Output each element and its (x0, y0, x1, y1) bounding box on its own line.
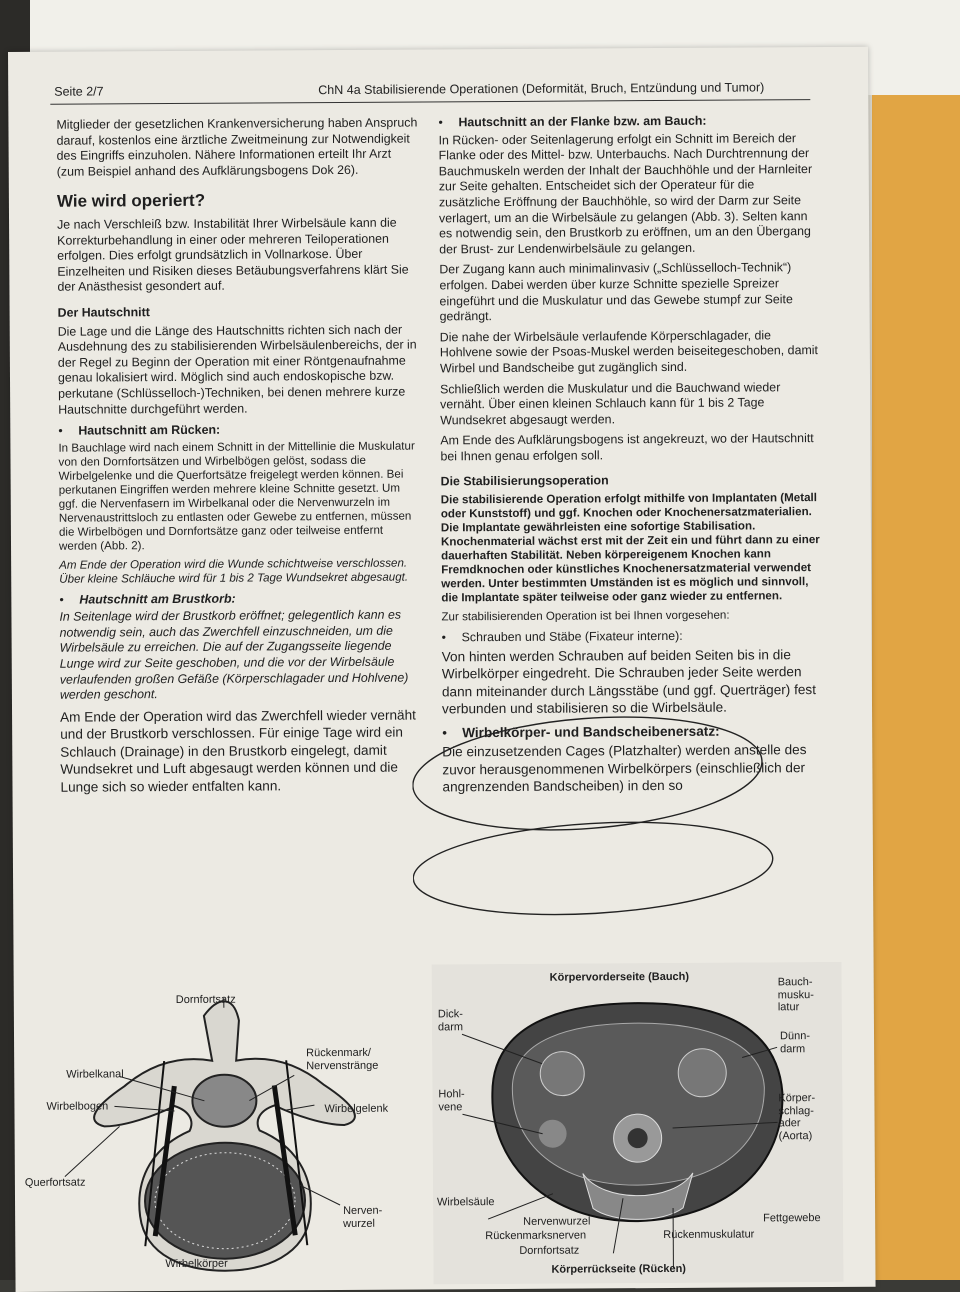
label-rueckseite: Körperrückseite (Rücken) (551, 1263, 686, 1276)
label-bauchmuskulatur: Bauch- musku- latur (778, 976, 814, 1014)
label-dornfortsatz: Dornfortsatz (176, 994, 236, 1007)
label-hohlvene: Hohl- vene (438, 1088, 464, 1113)
bullet-title: Schrauben und Stäbe (Fixateur interne): (462, 629, 683, 646)
label-vorderseite: Körpervorderseite (Bauch) (550, 971, 689, 984)
bullet-marker: • (438, 115, 458, 131)
bullet-chest (59, 590, 421, 608)
bullet-flank (438, 113, 818, 131)
wooden-surface (860, 95, 960, 1280)
subsection-heading: Die Stabilisierungsoperation (441, 473, 821, 491)
label-dickdarm: Dick- darm (438, 1008, 463, 1033)
label-fettgewebe: Fettgewebe (763, 1212, 821, 1225)
bullet-screws (442, 628, 822, 646)
right-column (438, 113, 822, 801)
bullet-marker: • (442, 630, 462, 646)
bullet-text: In Seitenlage wird der Brustkorb eröffnet; gelegentlich kann es notwendig sein, auch das Zwerchfell einzuschneiden, um die Wirbelsäule zu erreichen. Die auf der Zugangsseite liegende Lunge wird zur Seite geschoben, und die vor der Wirbelsäule verlaufenden großen Gefäße (Körperschlagader und Hohlvene) werden geschont. (59, 608, 422, 704)
document-title: ChN 4a Stabilisierende Operationen (Deformität, Bruch, Entzündung und Tumor) (318, 80, 764, 97)
label-wirbelkanal: Wirbelkanal (66, 1068, 124, 1081)
bullet-after-text: Am Ende der Operation wird die Wunde schichtweise verschlossen. Über kleine Schläuche wird für 1 bis 2 Tage Wundsekret abgesaugt. (59, 556, 421, 586)
incision-paragraph: Die Lage und die Länge des Hautschnitts richten sich nach der Ausdehnung des zu stabilisierenden Wirbelsäulenbereichs, der in der Regel zu Beginn der Operation mit einer Röntgenaufnahme genau lokalisiert wird. Möglich sind auch endoskopische bzw. perkutane (Schlüsselloch-)Techniken, bei denen mehrere kurze Hautschnitte durchgeführt werden. (58, 322, 421, 418)
bullet-title: Hautschnitt am Brustkorb: (79, 591, 235, 608)
left-column (56, 115, 422, 801)
bullet-text: Von hinten werden Schrauben auf beiden Seiten bis in die Wirbelkörper eingedreht. Die Schrauben jeder Seite werden dann miteinander durch Längsstäbe (und ggf. Querträger) fest verbunden und stabilisieren so die Wirbelsäule. (442, 646, 822, 718)
handdrawn-marks (412, 712, 843, 945)
label-rueckenmarksnerven: Rückenmarksnerven (485, 1229, 586, 1242)
bullet-marker: • (442, 724, 462, 742)
procedure-paragraph: Je nach Verschleiß bzw. Instabilität Ihrer Wirbelsäule kann die Korrekturbehandlung in einer oder mehreren Teiloperationen erfolgen. Dies erfolgt grundsätzlich in Vollnarkose. Über Einzelheiten und Risiken dieses Betäubungsverfahrens klärt Sie der Anästhesist gesondert auf. (57, 215, 419, 295)
bullet-title: Hautschnitt am Rücken: (78, 423, 220, 439)
page-header (50, 77, 810, 105)
bullet-title: Wirbelkörper- und Bandscheibenersatz: (462, 722, 720, 741)
vertebra-figure (23, 934, 425, 1276)
bullet-text-2: Der Zugang kann auch minimalinvasiv („Schlüsselloch-Technik“) erfolgen. Dabei werden über kurze Schnitte spezielle Spreizer eingeführt und die Muskulatur und das Gewebe stumpf zur Seite gedrängt. (439, 260, 819, 325)
bullet-text-3: Die nahe der Wirbelsäule verlaufende Körperschlagader, die Hohlvene sowie der Psoas-Muskel werden beiseitegeschoben, damit Wirbel und Bandscheibe gut zugänglich sind. (440, 328, 820, 377)
label-wirbelgelenk: Wirbelgelenk (324, 1103, 388, 1116)
cross-section-figure (432, 962, 844, 1284)
bullet-text: Die einzusetzenden Cages (Platzhalter) werden anstelle des zuvor herausgenommenen Wirbelkörpers (einschließlich der angrenzenden Bandscheiben) in den so (442, 741, 822, 796)
label-aorta: Körper- schlag- ader (Aorta) (778, 1092, 815, 1142)
page-number: Seite 2/7 (54, 84, 103, 98)
bullet-text: In Rücken- oder Seitenlagerung erfolgt ein Schnitt im Bereich der Flanke oder des Mittel- bzw. Unterbauchs. Nach Durchtrennung der Bauchmuskeln werden der Inhalt der Bauchhöhle und der Harnleiter zur Seite gehalten. Entscheidet sich der Operateur für die zusätzliche Eröffnung der Bauchhöhle, so wird der Darm zur Seite verlagert, um an die Wirbelsäule zu gelangen (Abb. 3). Selten kann es notwendig sein, den Brustkorb zu eröffnen, um an den Übergang der Brust- zur Lendenwirbelsäule zu gelangen. (439, 131, 820, 258)
bullet-text-4: Schließlich werden die Muskulatur und die Bauchwand wieder vernäht. Über einen kleinen Schlauch kann für 1 bis 2 Tage Wundsekret abgesaugt werden. (440, 380, 820, 429)
incision-marked-paragraph: Am Ende des Aufklärungsbogens ist angekreuzt, wo der Hautschnitt bei Ihnen genau erfolgen soll. (440, 431, 820, 465)
bullet-marker: • (58, 424, 78, 440)
label-rueckenmuskulatur: Rückenmuskulatur (663, 1228, 754, 1241)
bullet-title: Hautschnitt an der Flanke bzw. am Bauch: (458, 114, 706, 131)
intro-paragraph: Mitglieder der gesetzlichen Krankenversicherung haben Anspruch darauf, kostenlos eine ärztliche Zweitmeinung zur Notwendigkeit des Eingriffs einzuholen. Nähere Informationen erteilt Ihr Arzt (zum Beispiel anhand des Aufklärungsbogens Dok 26). (56, 115, 418, 180)
label-dornfortsatz: Dornfortsatz (519, 1245, 579, 1258)
stabilization-paragraph: Die stabilisierende Operation erfolgt mithilfe von Implantaten (Metall oder Kunststoff) und ggf. Knochen oder Knochenersatzmaterialien. Die Implantate gewährleisten eine sofortige Stabilisation. Knochenmaterial wächst erst mit der Zeit ein und führt dann zu einer dauerhaften Stabilität. Neben körpereigenem Knochen kann Fremdknochen oder künstliches Knochenersatzmaterial verwendet werden. Unter bestimmten Umständen ist es möglich und sinnvoll, die Implantate später teilweise oder ganz wieder zu entfernen. (441, 491, 822, 605)
label-nervenwurzel: Nerven- wurzel (343, 1205, 382, 1230)
label-wirbelbogen: Wirbelbogen (46, 1100, 108, 1113)
label-wirbelsaeule: Wirbelsäule (437, 1196, 495, 1209)
label-wirbelkoerper: Wirbelkörper (165, 1258, 227, 1271)
document-page (8, 47, 876, 1292)
bullet-back (58, 422, 420, 440)
planned-procedure-paragraph: Zur stabilisierenden Operation ist bei Ihnen vorgesehen: (441, 608, 821, 624)
label-nervenwurzel: Nervenwurzel (523, 1215, 590, 1228)
label-querfortsatz: Querfortsatz (25, 1177, 86, 1190)
label-duenndarm: Dünn- darm (780, 1030, 810, 1055)
label-rueckenmark: Rückenmark/ Nervenstränge (306, 1047, 378, 1072)
subsection-heading: Der Hautschnitt (58, 303, 420, 321)
bullet-marker: • (59, 592, 79, 608)
bullet-text: In Bauchlage wird nach einem Schnitt in der Mittellinie die Muskulatur von den Dornfortsätzen und Wirbelbögen gelöst, sodass die Wirbelgelenke und die Querfortsätze freigelegt werden können. Bei perkutanen Eingriffen werden mehrere kleine Schnitte gesetzt. Um ggf. die Nervenfasern im Wirbelkanal oder die Nervenwurzeln im Nervenaustrittsloch zu entlasten oder Gewebe zu entfernen, müssen die Wirbelbögen und Dornfortsätze ganz oder teilweise entfernt werden (Abb. 2). (58, 439, 421, 553)
section-heading: Wie wird operiert? (57, 192, 419, 210)
bullet-after-text: Am Ende der Operation wird das Zwerchfell wieder vernäht und der Brustkorb verschlossen. Für einige Tage wird ein Schlauch (Drainage) in den Brustkorb eingelegt, damit Wundsekret und Luft abgesaugt werden können und die Lunge sich so wieder entfalten kann. (60, 706, 423, 796)
